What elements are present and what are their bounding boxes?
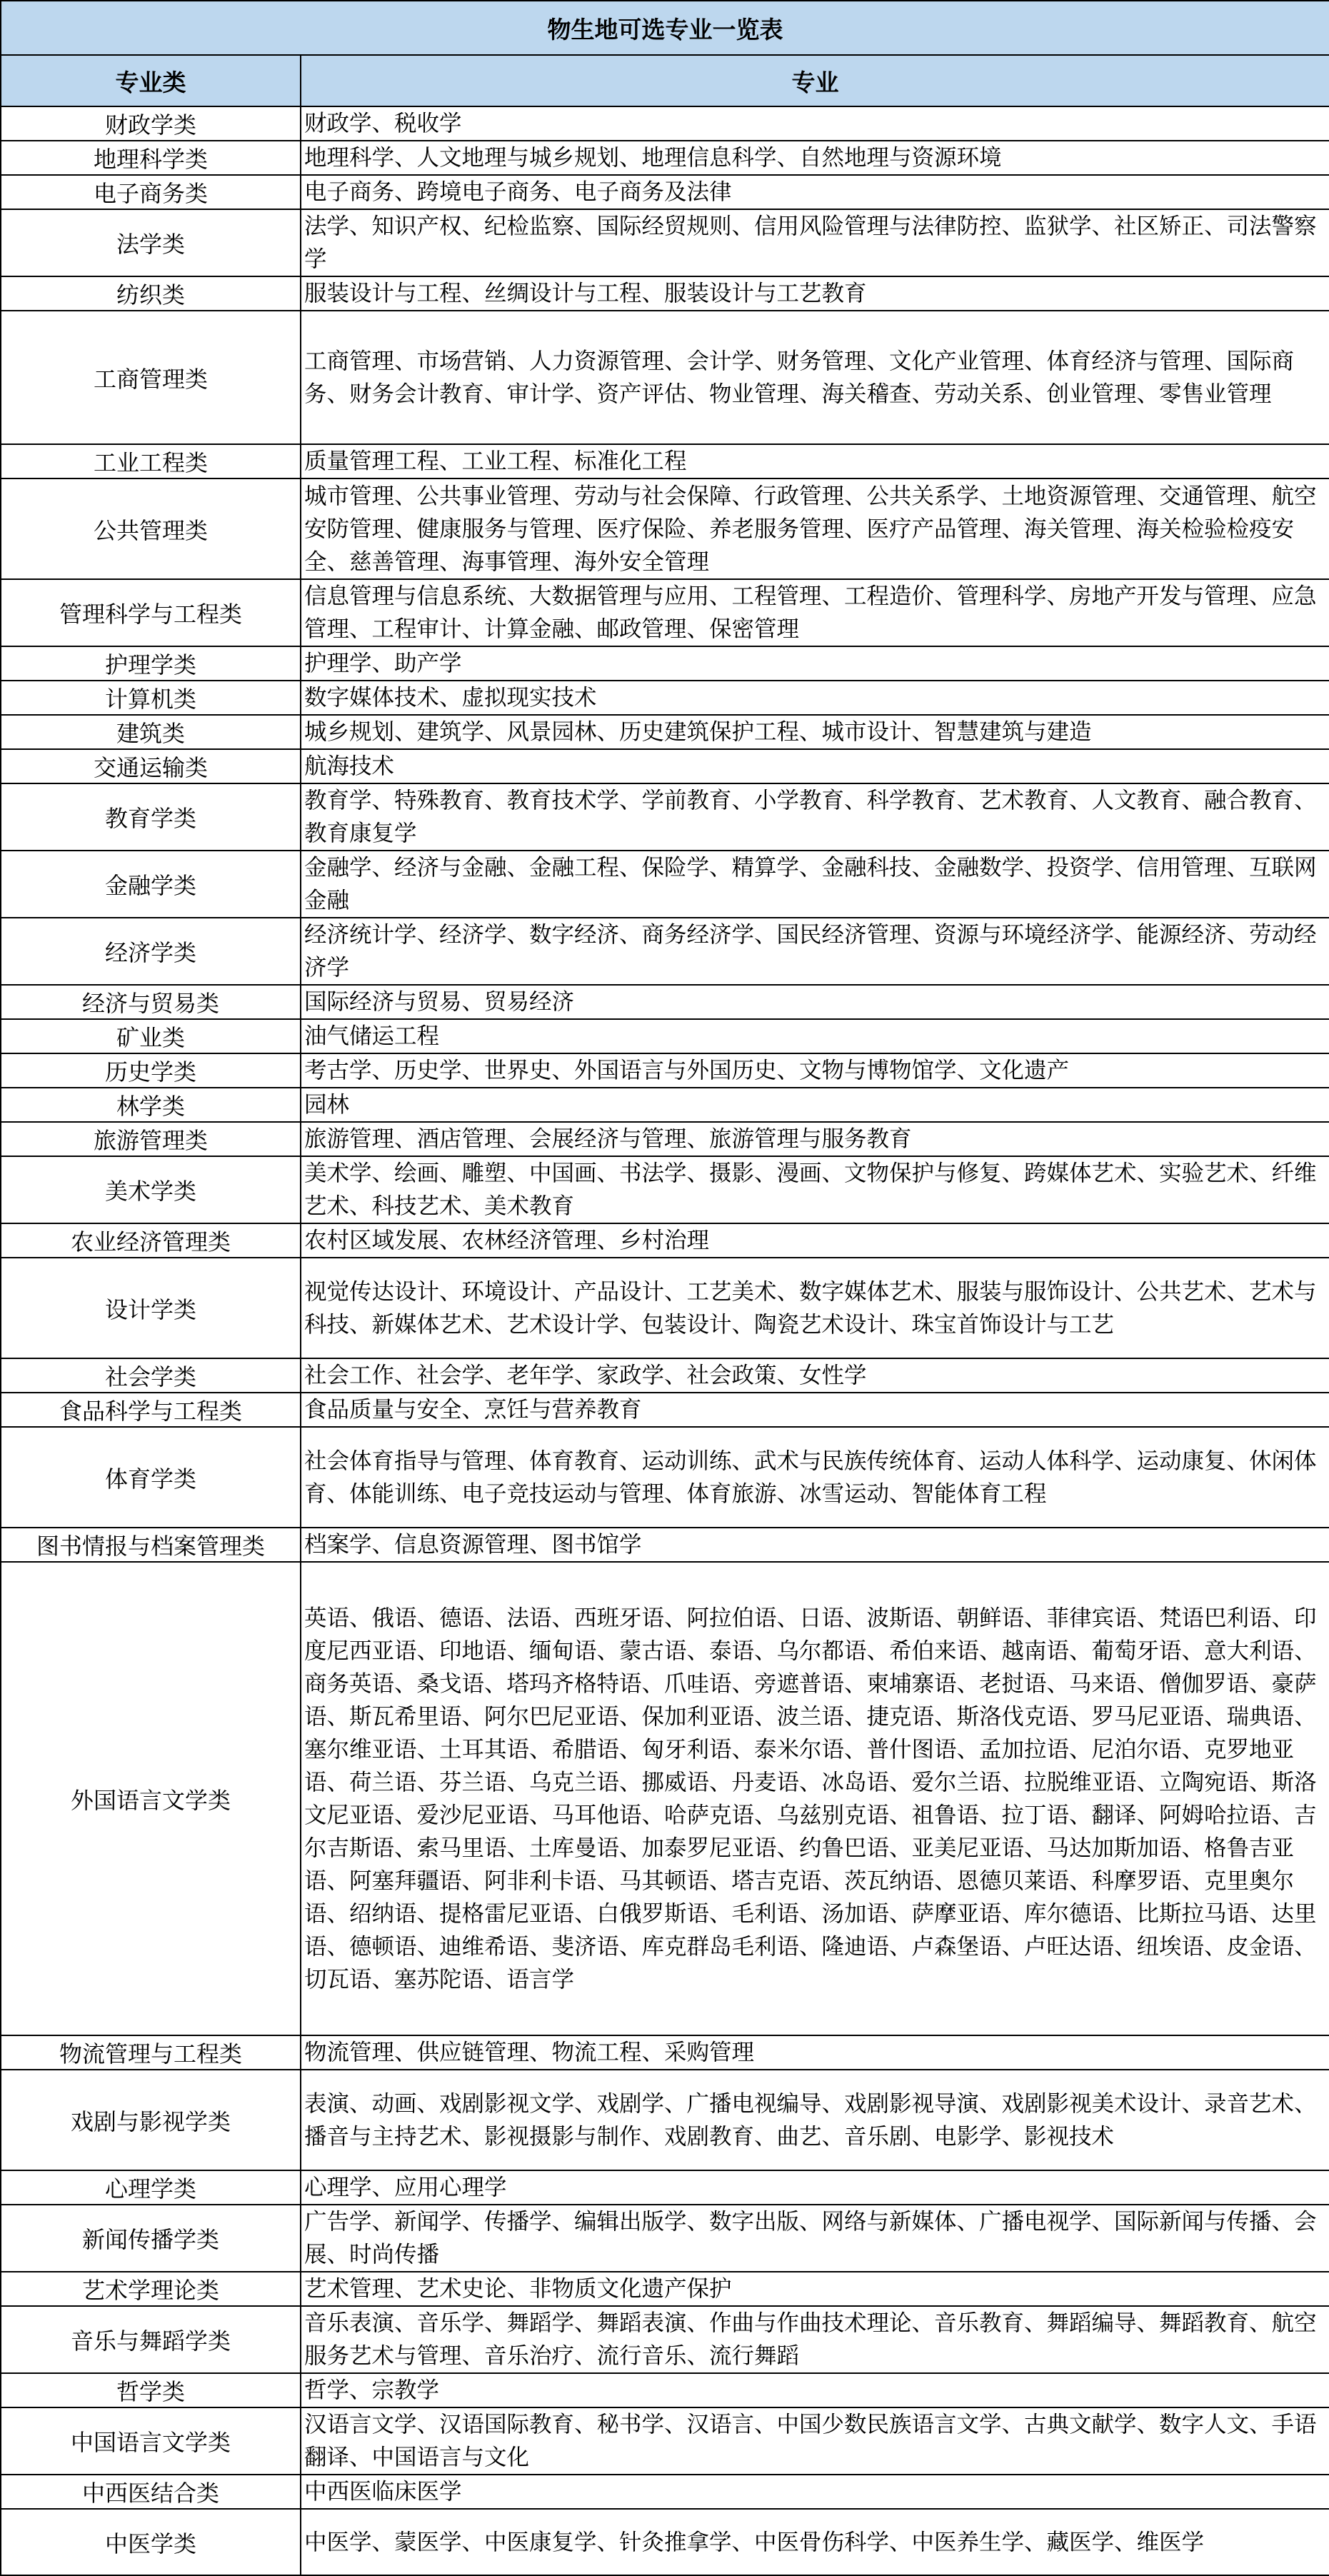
majors-cell: 数字媒体技术、虚拟现实技术 (301, 681, 1329, 715)
majors-cell: 教育学、特殊教育、教育技术学、学前教育、小学教育、科学教育、艺术教育、人文教育、融合教育、教育康复学 (301, 783, 1329, 851)
majors-cell: 服装设计与工程、丝绸设计与工程、服装设计与工艺教育 (301, 276, 1329, 311)
category-cell: 地理科学类 (1, 141, 301, 175)
category-cell: 财政学类 (1, 106, 301, 141)
majors-cell: 旅游管理、酒店管理、会展经济与管理、旅游管理与服务教育 (301, 1122, 1329, 1156)
category-cell: 护理学类 (1, 646, 301, 681)
category-cell: 中西医结合类 (1, 2475, 301, 2509)
majors-cell: 物流管理、供应链管理、物流工程、采购管理 (301, 2035, 1329, 2070)
table-row (1, 141, 1329, 175)
majors-cell: 电子商务、跨境电子商务、电子商务及法律 (301, 175, 1329, 209)
table-row (1, 1053, 1329, 1088)
majors-cell: 美术学、绘画、雕塑、中国画、书法学、摄影、漫画、文物保护与修复、跨媒体艺术、实验艺术、纤维艺术、科技艺术、美术教育 (301, 1156, 1329, 1223)
majors-cell: 城市管理、公共事业管理、劳动与社会保障、行政管理、公共关系学、土地资源管理、交通管理、航空安防管理、健康服务与管理、医疗保险、养老服务管理、医疗产品管理、海关管理、海关检验检疫安全、慈善管理、海事管理、海外安全管理 (301, 478, 1329, 579)
majors-cell: 社会体育指导与管理、体育教育、运动训练、武术与民族传统体育、运动人体科学、运动康复、休闲体育、体能训练、电子竞技运动与管理、体育旅游、冰雪运动、智能体育工程 (301, 1427, 1329, 1528)
majors-cell: 广告学、新闻学、传播学、编辑出版学、数字出版、网络与新媒体、广播电视学、国际新闻与传播、会展、时尚传播 (301, 2205, 1329, 2272)
majors-cell: 汉语言文学、汉语国际教育、秘书学、汉语言、中国少数民族语言文学、古典文献学、数字人文、手语翻译、中国语言与文化 (301, 2407, 1329, 2475)
category-cell: 金融学类 (1, 851, 301, 918)
category-cell: 农业经济管理类 (1, 1223, 301, 1258)
majors-cell: 心理学、应用心理学 (301, 2170, 1329, 2205)
table-row (1, 106, 1329, 141)
table-row (1, 2373, 1329, 2407)
majors-cell: 法学、知识产权、纪检监察、国际经贸规则、信用风险管理与法律防控、监狱学、社区矫正、司法警察学 (301, 209, 1329, 276)
header-row (1, 55, 1329, 106)
majors-cell: 信息管理与信息系统、大数据管理与应用、工程管理、工程造价、管理科学、房地产开发与管理、应急管理、工程审计、计算金融、邮政管理、保密管理 (301, 579, 1329, 646)
category-cell: 林学类 (1, 1088, 301, 1122)
majors-cell: 财政学、税收学 (301, 106, 1329, 141)
table-row (1, 311, 1329, 444)
category-cell: 计算机类 (1, 681, 301, 715)
category-cell: 图书情报与档案管理类 (1, 1528, 301, 1562)
table-row (1, 2070, 1329, 2170)
category-cell: 经济与贸易类 (1, 985, 301, 1019)
category-cell: 旅游管理类 (1, 1122, 301, 1156)
category-cell: 中国语言文学类 (1, 2407, 301, 2475)
table-row (1, 2272, 1329, 2306)
category-cell: 建筑类 (1, 715, 301, 749)
majors-cell: 经济统计学、经济学、数字经济、商务经济学、国民经济管理、资源与环境经济学、能源经济、劳动经济学 (301, 918, 1329, 985)
majors-cell: 考古学、历史学、世界史、外国语言与外国历史、文物与博物馆学、文化遗产 (301, 1053, 1329, 1088)
majors-cell: 油气储运工程 (301, 1019, 1329, 1053)
category-cell: 纺织类 (1, 276, 301, 311)
majors-cell: 英语、俄语、德语、法语、西班牙语、阿拉伯语、日语、波斯语、朝鲜语、菲律宾语、梵语巴利语、印度尼西亚语、印地语、缅甸语、蒙古语、泰语、乌尔都语、希伯来语、越南语、葡萄牙语、意大利语、商务英语、桑戈语、塔玛齐格特语、爪哇语、旁遮普语、柬埔寨语、老挝语、马来语、僧伽罗语、豪萨语、斯瓦希里语、阿尔巴尼亚语、保加利亚语、波兰语、捷克语、斯洛伐克语、罗马尼亚语、瑞典语、塞尔维亚语、土耳其语、希腊语、匈牙利语、泰米尔语、普什图语、孟加拉语、尼泊尔语、克罗地亚语、荷兰语、芬兰语、乌克兰语、挪威语、丹麦语、冰岛语、爱尔兰语、拉脱维亚语、立陶宛语、斯洛文尼亚语、爱沙尼亚语、马耳他语、哈萨克语、乌兹别克语、祖鲁语、拉丁语、翻译、阿姆哈拉语、吉尔吉斯语、索马里语、土库曼语、加泰罗尼亚语、约鲁巴语、亚美尼亚语、马达加斯加语、格鲁吉亚语、阿塞拜疆语、阿非利卡语、马其顿语、塔吉克语、茨瓦纳语、恩德贝莱语、科摩罗语、克里奥尔语、绍纳语、提格雷尼亚语、白俄罗斯语、毛利语、汤加语、萨摩亚语、库尔德语、比斯拉马语、达里语、德顿语、迪维希语、斐济语、库克群岛毛利语、隆迪语、卢森堡语、卢旺达语、纽埃语、皮金语、切瓦语、塞苏陀语、语言学 (301, 1562, 1329, 2035)
table-row (1, 2509, 1329, 2575)
majors-cell: 航海技术 (301, 749, 1329, 783)
majors-cell: 护理学、助产学 (301, 646, 1329, 681)
table-row (1, 1393, 1329, 1427)
category-cell: 美术学类 (1, 1156, 301, 1223)
majors-cell: 地理科学、人文地理与城乡规划、地理信息科学、自然地理与资源环境 (301, 141, 1329, 175)
table-title: 物生地可选专业一览表 (1, 1, 1329, 55)
majors-cell: 哲学、宗教学 (301, 2373, 1329, 2407)
majors-cell: 金融学、经济与金融、金融工程、保险学、精算学、金融科技、金融数学、投资学、信用管理、互联网金融 (301, 851, 1329, 918)
category-column-header: 专业类 (1, 55, 301, 106)
table-row (1, 1223, 1329, 1258)
majors-cell: 农村区域发展、农林经济管理、乡村治理 (301, 1223, 1329, 1258)
majors-cell: 档案学、信息资源管理、图书馆学 (301, 1528, 1329, 1562)
table-row (1, 478, 1329, 579)
table-row (1, 2035, 1329, 2070)
category-cell: 公共管理类 (1, 478, 301, 579)
table-row (1, 2306, 1329, 2373)
table-row (1, 2205, 1329, 2272)
majors-cell: 工商管理、市场营销、人力资源管理、会计学、财务管理、文化产业管理、体育经济与管理、国际商务、财务会计教育、审计学、资产评估、物业管理、海关稽查、劳动关系、创业管理、零售业管理 (301, 311, 1329, 444)
category-cell: 法学类 (1, 209, 301, 276)
table-row (1, 783, 1329, 851)
table-row (1, 1258, 1329, 1358)
category-cell: 工业工程类 (1, 444, 301, 478)
category-cell: 经济学类 (1, 918, 301, 985)
majors-column-header: 专业 (301, 55, 1329, 106)
category-cell: 教育学类 (1, 783, 301, 851)
table-row (1, 175, 1329, 209)
table-row (1, 1528, 1329, 1562)
table-row (1, 1427, 1329, 1528)
table-row (1, 985, 1329, 1019)
category-cell: 音乐与舞蹈学类 (1, 2306, 301, 2373)
table-row (1, 646, 1329, 681)
category-cell: 体育学类 (1, 1427, 301, 1528)
category-cell: 物流管理与工程类 (1, 2035, 301, 2070)
category-cell: 中医学类 (1, 2509, 301, 2575)
category-cell: 艺术学理论类 (1, 2272, 301, 2306)
category-cell: 戏剧与影视学类 (1, 2070, 301, 2170)
category-cell: 食品科学与工程类 (1, 1393, 301, 1427)
category-cell: 社会学类 (1, 1358, 301, 1393)
table-body (1, 106, 1329, 2575)
table-row (1, 918, 1329, 985)
majors-cell: 城乡规划、建筑学、风景园林、历史建筑保护工程、城市设计、智慧建筑与建造 (301, 715, 1329, 749)
category-cell: 外国语言文学类 (1, 1562, 301, 2035)
table-row (1, 851, 1329, 918)
majors-cell: 视觉传达设计、环境设计、产品设计、工艺美术、数字媒体艺术、服装与服饰设计、公共艺术、艺术与科技、新媒体艺术、艺术设计学、包装设计、陶瓷艺术设计、珠宝首饰设计与工艺 (301, 1258, 1329, 1358)
category-cell: 哲学类 (1, 2373, 301, 2407)
majors-cell: 中西医临床医学 (301, 2475, 1329, 2509)
table-row (1, 2407, 1329, 2475)
table-row (1, 209, 1329, 276)
category-cell: 工商管理类 (1, 311, 301, 444)
majors-cell: 中医学、蒙医学、中医康复学、针灸推拿学、中医骨伤科学、中医养生学、藏医学、维医学 (301, 2509, 1329, 2575)
majors-cell: 表演、动画、戏剧影视文学、戏剧学、广播电视编导、戏剧影视导演、戏剧影视美术设计、录音艺术、播音与主持艺术、影视摄影与制作、戏剧教育、曲艺、音乐剧、电影学、影视技术 (301, 2070, 1329, 2170)
table-row (1, 1358, 1329, 1393)
table-row (1, 1562, 1329, 2035)
majors-cell: 食品质量与安全、烹饪与营养教育 (301, 1393, 1329, 1427)
table-row (1, 1156, 1329, 1223)
majors-cell: 艺术管理、艺术史论、非物质文化遗产保护 (301, 2272, 1329, 2306)
category-cell: 心理学类 (1, 2170, 301, 2205)
category-cell: 管理科学与工程类 (1, 579, 301, 646)
category-cell: 矿业类 (1, 1019, 301, 1053)
majors-cell: 国际经济与贸易、贸易经济 (301, 985, 1329, 1019)
majors-cell: 音乐表演、音乐学、舞蹈学、舞蹈表演、作曲与作曲技术理论、音乐教育、舞蹈编导、舞蹈教育、航空服务艺术与管理、音乐治疗、流行音乐、流行舞蹈 (301, 2306, 1329, 2373)
category-cell: 电子商务类 (1, 175, 301, 209)
majors-cell: 园林 (301, 1088, 1329, 1122)
table-row (1, 579, 1329, 646)
category-cell: 交通运输类 (1, 749, 301, 783)
majors-cell: 质量管理工程、工业工程、标准化工程 (301, 444, 1329, 478)
table-row (1, 1088, 1329, 1122)
table-row (1, 2475, 1329, 2509)
table-row (1, 681, 1329, 715)
table-row (1, 715, 1329, 749)
table-row (1, 2170, 1329, 2205)
category-cell: 新闻传播学类 (1, 2205, 301, 2272)
table-row (1, 1019, 1329, 1053)
table-row (1, 749, 1329, 783)
title-row (1, 1, 1329, 55)
category-cell: 设计学类 (1, 1258, 301, 1358)
table-row (1, 1122, 1329, 1156)
majors-cell: 社会工作、社会学、老年学、家政学、社会政策、女性学 (301, 1358, 1329, 1393)
table-row (1, 276, 1329, 311)
table-row (1, 444, 1329, 478)
category-cell: 历史学类 (1, 1053, 301, 1088)
